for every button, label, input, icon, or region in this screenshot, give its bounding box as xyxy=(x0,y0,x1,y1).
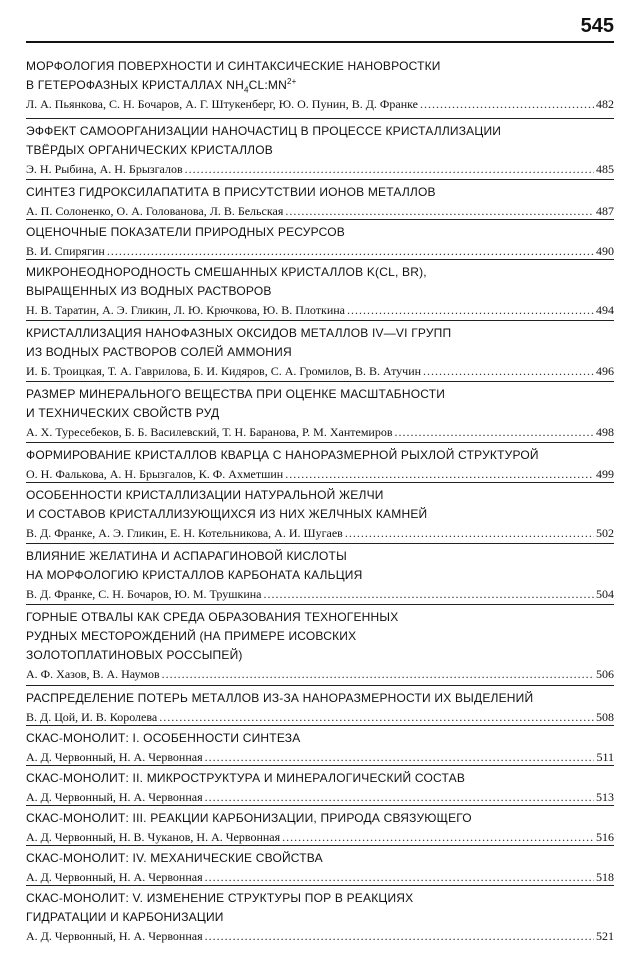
entry-page-number: 511 xyxy=(596,750,614,764)
entry-page-number: 490 xyxy=(596,244,614,258)
entry-title-line: РАСПРЕДЕЛЕНИЕ ПОТЕРЬ МЕТАЛЛОВ ИЗ-ЗА НАНОРАЗМЕРНОСТИ ИХ ВЫДЕЛЕНИЙ xyxy=(26,691,534,705)
chemical-formula: $NH_4CL:MN^{2+}$ xyxy=(226,77,297,95)
entry-authors-line xyxy=(26,465,614,483)
toc-entry xyxy=(26,726,614,766)
toc-entry xyxy=(26,260,614,321)
entry-authors: В. И. Спирягин xyxy=(26,244,105,258)
entry-authors-line xyxy=(26,524,614,542)
entry-authors: А. Ф. Хазов, В. А. Наумов xyxy=(26,667,160,681)
entry-authors-line xyxy=(26,927,614,945)
entry-authors-line xyxy=(26,665,614,683)
entry-authors-line xyxy=(26,242,614,260)
entry-title-line: КРИСТАЛЛИЗАЦИЯ НАНОФАЗНЫХ ОКСИДОВ МЕТАЛЛОВ IV—VI ГРУПП xyxy=(26,326,452,340)
entry-authors-line xyxy=(26,160,614,178)
entry-page-number: 496 xyxy=(596,364,614,378)
entry-title-line: ВЛИЯНИЕ ЖЕЛАТИНА И АСПАРАГИНОВОЙ КИСЛОТЫ xyxy=(26,549,347,563)
dot-leader xyxy=(264,585,594,603)
entry-authors-line xyxy=(26,362,614,380)
entry-page-number: 499 xyxy=(596,467,614,481)
header-rule xyxy=(26,41,614,43)
entry-title-line: СКАС-МОНОЛИТ: III. РЕАКЦИИ КАРБОНИЗАЦИИ, ПРИРОДА СВЯЗУЮЩЕГО xyxy=(26,811,472,825)
entry-title-line: СКАС-МОНОЛИТ: V. ИЗМЕНЕНИЕ СТРУКТУРЫ ПОР В РЕАКЦИЯХ xyxy=(26,891,414,905)
toc-entry xyxy=(26,766,614,806)
entry-title-line: НА МОРФОЛОГИЮ КРИСТАЛЛОВ КАРБОНАТА КАЛЬЦИЯ xyxy=(26,568,363,582)
dot-leader xyxy=(345,524,594,542)
table-of-contents xyxy=(26,57,614,948)
entry-title-line: ОСОБЕННОСТИ КРИСТАЛЛИЗАЦИИ НАТУРАЛЬНОЙ ЖЕЛЧИ xyxy=(26,488,384,502)
dot-leader xyxy=(285,465,594,483)
entry-authors: В. Д. Франке, А. Э. Гликин, Е. Н. Котельникова, А. И. Шугаев xyxy=(26,526,343,540)
entry-title-line: СКАС-МОНОЛИТ: I. ОСОБЕННОСТИ СИНТЕЗА xyxy=(26,731,301,745)
entry-page-number: 502 xyxy=(596,526,614,540)
entry-page-number: 485 xyxy=(596,162,614,176)
entry-page-number: 504 xyxy=(596,587,614,601)
entry-page-number: 521 xyxy=(596,929,614,943)
entry-title-line: И СОСТАВОВ КРИСТАЛЛИЗУЮЩИХСЯ ИЗ НИХ ЖЕЛЧНЫХ КАМНЕЙ xyxy=(26,507,428,521)
entry-authors: А. Д. Червонный, Н. А. Червонная xyxy=(26,750,203,764)
toc-entry xyxy=(26,382,614,443)
entry-page-number: 506 xyxy=(596,667,614,681)
entry-authors-line xyxy=(26,868,614,886)
toc-entry xyxy=(26,544,614,605)
dot-leader xyxy=(420,95,594,113)
toc-entry xyxy=(26,220,614,260)
toc-entry xyxy=(26,483,614,544)
toc-entry xyxy=(26,846,614,886)
entry-authors-line xyxy=(26,748,614,766)
entry-title-line: СИНТЕЗ ГИДРОКСИЛАПАТИТА В ПРИСУТСТВИИ ИОНОВ МЕТАЛЛОВ xyxy=(26,185,436,199)
toc-entry xyxy=(26,605,614,686)
entry-title-line: СКАС-МОНОЛИТ: IV. МЕХАНИЧЕСКИЕ СВОЙСТВА xyxy=(26,851,323,865)
dot-leader xyxy=(282,828,594,846)
dot-leader xyxy=(205,868,594,886)
entry-page-number: 513 xyxy=(596,790,614,804)
entry-title-line: РУДНЫХ МЕСТОРОЖДЕНИЙ (НА ПРИМЕРЕ ИСОВСКИХ xyxy=(26,629,357,643)
dot-leader xyxy=(205,748,595,766)
entry-title-line: ГИДРАТАЦИИ И КАРБОНИЗАЦИИ xyxy=(26,910,224,924)
dot-leader xyxy=(205,788,594,806)
toc-entry xyxy=(26,57,614,119)
entry-authors-line xyxy=(26,423,614,441)
entry-authors: А. Д. Червонный, Н. А. Червонная xyxy=(26,929,203,943)
entry-authors-line xyxy=(26,301,614,319)
page-number: 545 xyxy=(580,15,614,37)
entry-title-line: И ТЕХНИЧЕСКИХ СВОЙСТВ РУД xyxy=(26,406,220,420)
toc-entry xyxy=(26,686,614,726)
entry-authors: А. Х. Туресебеков, Б. Б. Василевский, Т. Н. Баранова, Р. М. Хантемиров xyxy=(26,425,393,439)
entry-authors: А. Д. Червонный, Н. В. Чуканов, Н. А. Червонная xyxy=(26,830,281,844)
entry-title-line: ФОРМИРОВАНИЕ КРИСТАЛЛОВ КВАРЦА С НАНОРАЗМЕРНОЙ РЫХЛОЙ СТРУКТУРОЙ xyxy=(26,448,539,462)
entry-title-line: ТВЁРДЫХ ОРГАНИЧЕСКИХ КРИСТАЛЛОВ xyxy=(26,143,273,157)
toc-entry xyxy=(26,443,614,483)
toc-entry xyxy=(26,119,614,180)
entry-authors: Н. В. Таратин, А. Э. Гликин, Л. Ю. Крючкова, Ю. В. Плоткина xyxy=(26,303,345,317)
entry-authors-line xyxy=(26,828,614,846)
entry-title-line: ВЫРАЩЕННЫХ ИЗ ВОДНЫХ РАСТВОРОВ xyxy=(26,284,272,298)
entry-authors-line xyxy=(26,585,614,603)
toc-entry xyxy=(26,180,614,220)
toc-entry xyxy=(26,886,614,948)
entry-title-line: ИЗ ВОДНЫХ РАСТВОРОВ СОЛЕЙ АММОНИЯ xyxy=(26,345,292,359)
dot-leader xyxy=(162,665,594,683)
entry-page-number: 516 xyxy=(596,830,614,844)
entry-title-line: РАЗМЕР МИНЕРАЛЬНОГО ВЕЩЕСТВА ПРИ ОЦЕНКЕ МАСШТАБНОСТИ xyxy=(26,387,446,401)
entry-title-line: В ГЕТЕРОФАЗНЫХ КРИСТАЛЛАХ $NH_4CL:MN^{2+}$ xyxy=(26,77,297,95)
dot-leader xyxy=(159,708,594,726)
entry-page-number: 482 xyxy=(596,97,614,111)
entry-page-number: 508 xyxy=(596,710,614,724)
entry-authors: О. Н. Фалькова, А. Н. Брызгалов, К. Ф. Ахметшин xyxy=(26,467,284,481)
entry-authors: В. Д. Франке, С. Н. Бочаров, Ю. М. Трушкина xyxy=(26,587,262,601)
entry-title-line: МИКРОНЕОДНОРОДНОСТЬ СМЕШАННЫХ КРИСТАЛЛОВ K(CL, BR), xyxy=(26,265,427,279)
entry-title-line: ГОРНЫЕ ОТВАЛЫ КАК СРЕДА ОБРАЗОВАНИЯ ТЕХНОГЕННЫХ xyxy=(26,610,399,624)
entry-page-number: 498 xyxy=(596,425,614,439)
entry-title-line: ЗОЛОТОПЛАТИНОВЫХ РОССЫПЕЙ) xyxy=(26,648,243,662)
entry-page-number: 487 xyxy=(596,204,614,218)
entry-authors: А. П. Солоненко, О. А. Голованова, Л. В. Бельская xyxy=(26,204,284,218)
entry-page-number: 518 xyxy=(596,870,614,884)
entry-authors-line xyxy=(26,708,614,726)
entry-authors: Э. Н. Рыбина, А. Н. Брызгалов xyxy=(26,162,183,176)
entry-title-line: ЭФФЕКТ САМООРГАНИЗАЦИИ НАНОЧАСТИЦ В ПРОЦЕССЕ КРИСТАЛЛИЗАЦИИ xyxy=(26,124,502,138)
entry-authors: Л. А. Пьянкова, С. Н. Бочаров, А. Г. Штукенберг, Ю. О. Пунин, В. Д. Франке xyxy=(26,97,418,111)
entry-authors-line xyxy=(26,202,614,220)
entry-authors-line xyxy=(26,788,614,806)
entry-title-line: МОРФОЛОГИЯ ПОВЕРХНОСТИ И СИНТАКСИЧЕСКИЕ НАНОВРОСТКИ xyxy=(26,59,441,73)
toc-entry xyxy=(26,806,614,846)
toc-entry xyxy=(26,321,614,382)
entry-authors: А. Д. Червонный, Н. А. Червонная xyxy=(26,790,203,804)
entry-authors-line xyxy=(26,95,614,113)
entry-page-number: 494 xyxy=(596,303,614,317)
dot-leader xyxy=(395,423,594,441)
entry-title-line: СКАС-МОНОЛИТ: II. МИКРОСТРУКТУРА И МИНЕРАЛОГИЧЕСКИЙ СОСТАВ xyxy=(26,771,466,785)
dot-leader xyxy=(205,927,594,945)
entry-authors: В. Д. Цой, И. В. Королева xyxy=(26,710,158,724)
entry-title-line: ОЦЕНОЧНЫЕ ПОКАЗАТЕЛИ ПРИРОДНЫХ РЕСУРСОВ xyxy=(26,225,346,239)
entry-authors: А. Д. Червонный, Н. А. Червонная xyxy=(26,870,203,884)
dot-leader xyxy=(285,202,594,220)
entry-authors: И. Б. Троицкая, Т. А. Гаврилова, Б. И. Кидяров, С. А. Громилов, В. В. Атучин xyxy=(26,364,422,378)
dot-leader xyxy=(347,301,594,319)
dot-leader xyxy=(107,242,594,260)
dot-leader xyxy=(185,160,594,178)
dot-leader xyxy=(423,362,594,380)
